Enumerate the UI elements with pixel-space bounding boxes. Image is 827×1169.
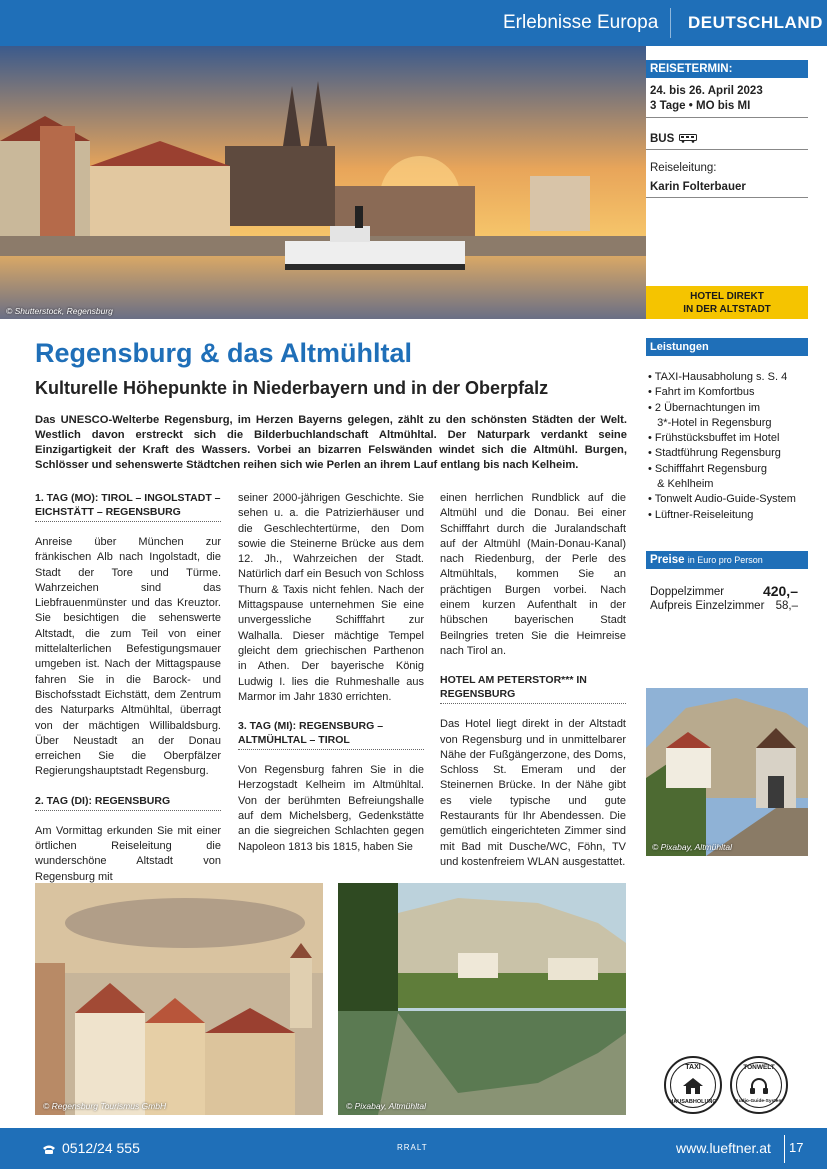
reisetermin-heading: REISETERMIN: [646,60,808,78]
day2-text: Am Vormittag erkunden Sie mit einer örtlichen Reiseleitung die wunderschöne Altstadt von Regensburg mit [35,824,221,883]
leistungen-heading: Leistungen [646,338,808,356]
headphones-icon [749,1077,769,1095]
hero-photo [0,46,646,319]
bus-icon [679,134,697,143]
page-number: 17 [784,1135,814,1163]
price-row-doppelzimmer [650,583,798,599]
column-3 [440,491,626,870]
list-item: • Lüftner-Reiseleitung [648,508,754,521]
transport-row [646,130,808,150]
leistungen-list [648,370,813,523]
list-item: • 2 Übernachtungen im [648,401,761,414]
hotel-badge-line2: IN DER ALTSTADT [683,304,771,315]
top-bar [0,0,827,46]
tonwelt-badge [730,1056,788,1114]
day3-text: Von Regensburg fahren Sie in die Herzogstadt Kelheim im Altmühltal. Von der berühmten Befreiungshalle auf dem Michelsberg, Gedenkstätte an die siegreichen Schlachten gegen Napoleon 1813 bis 1815, haben Sie [238,764,424,853]
day3-heading: 3. TAG (MI): REGENSBURG – ALTMÜHLTAL – TIROL [238,719,424,750]
altmuehltal-river-photo [338,883,626,1115]
footer-bar [0,1128,827,1169]
photo-credit: © Shutterstock, Regensburg [6,306,113,316]
footer-phone [42,1140,140,1156]
list-item: • Tonwelt Audio-Guide-System [648,493,796,506]
list-item: • Frühstücksbuffet im Hotel [648,432,780,445]
photo-credit: © Regensburg Tourismus GmbH [43,1101,167,1111]
list-item: • Stadtführung Regensburg [648,447,781,460]
day2-heading: 2. TAG (DI): REGENSBURG [35,794,221,811]
tonwelt-badge-bottom: Audio-Guide-System [735,1099,783,1104]
section-title: Erlebnisse Europa [503,12,659,33]
taxi-badge [664,1056,722,1114]
photo-credit: © Pixabay, Altmühltal [652,842,732,852]
list-item: • TAXI-Hausabholung s. S. 4 [648,371,788,383]
column-1 [35,491,221,885]
hotel-location-badge [646,286,808,319]
taxi-badge-bottom: HAUSABHOLUNG [669,1099,717,1105]
altmuehltal-side-photo [646,688,808,856]
hotel-text: Das Hotel liegt direkt in der Altstadt von Regensburg und in unmittelbarer Nähe der Fußgängerzone, des Doms, Schloss St. Emeram und der Steinernen Brücke. In der Nähe gibt es viele typische und gute Restaurants für Ihr Abendessen. Die gemütlich eingerichteten Zimmer sind mit Bad mit Dusche/WC, Föhn, TV und kostenfreiem WLAN ausgestattet. [440,718,626,868]
list-item: 3*-Hotel in Regensburg [648,416,772,429]
day3-text-continued: einen herrlichen Rundblick auf die Altmühl und die Donau. Bei einer Schifffahrt durch die Juralandschaft auf der Altmühl (Main-Donau-Kanal) nach Riedenburg, der Perle des Altmühltals, kommen Sie an prächtigen Burgen vorbei. Nach einem kurzen Aufenthalt in der hübschen bayerischen Stadt Beilngries treten Sie die Heimreise nach Tirol an. [440,492,626,657]
footer-code: RRALT [397,1143,428,1152]
price-label: Doppelzimmer [650,586,725,598]
intro-text: Das UNESCO-Welterbe Regensburg, im Herzen Bayerns gelegen, zählt zu den schönsten Städten der Welt. Westlich davon erstreckt sich die Bilderbuchlandschaft Altmühltal. Der Naturpark verdankt seine Einzigartigkeit der Kraft des Wassers. Vorbei an bizarren Felswänden windet sich die Altmühl. Burgen, Schlösser und sehenswerte Städtchen reihen sich wie Perlen an ihrem Lauf entlang bis nach Kelheim. [35,414,627,471]
preise-label: Preise [650,554,685,566]
price-value: 420,– [762,583,798,599]
reisetermin-box [646,60,808,198]
country-title: DEUTSCHLAND [688,13,823,32]
page-title: Regensburg & das Altmühltal [35,338,413,368]
date-block [646,78,808,118]
date-range: 24. bis 26. April 2023 [650,85,763,97]
column-2 [238,491,424,855]
price-row-einzelzimmer [650,600,798,612]
list-item: • Fahrt im Komfortbus [648,386,755,399]
duration: 3 Tage • MO bis MI [650,100,751,112]
day1-heading: 1. TAG (MO): TIROL – INGOLSTADT – EICHSTÄTT – REGENSBURG [35,491,221,522]
list-item: & Kehlheim [648,478,714,491]
regensburg-rooftops-photo [35,883,323,1115]
taxi-badge-top: TAXI [685,1064,701,1071]
price-label: Aufpreis Einzelzimmer [650,600,765,612]
day2-text-continued: seiner 2000-jährigen Geschichte. Sie sehen u. a. die Patrizierhäuser und die Geschlechtertürme, den Dom sowie die Steinerne Brücke aus dem 12. Jh., Wahrzeichen der Stadt. Natürlich darf ein Besuch von Schloss Thurn & Taxis nicht fehlen. Nach der Mittagspause unternehmen Sie eine unvergessliche Schifffahrt zur Walhalla. Dieser mächtige Tempel gleicht dem griechischen Parthenon in Athen. Der bayerische König Ludwig I. lies die Ruhmeshalle aus Marmor im Jahr 1830 errichten. [238,492,424,703]
reiseleitung-name: Karin Folterbauer [646,178,808,198]
price-value: 58,– [775,600,798,612]
preise-heading [646,551,808,569]
hotel-heading: HOTEL AM PETERSTOR*** IN REGENSBURG [440,673,626,704]
transport-label: BUS [650,133,675,145]
reiseleitung-label: Reiseleitung: [650,162,717,174]
phone-number: 0512/24 555 [62,1140,140,1156]
hotel-badge-line1: HOTEL DIREKT [690,291,764,302]
phone-icon [42,1144,56,1155]
preise-unit: in Euro pro Person [687,555,763,565]
photo-credit: © Pixabay, Altmühltal [346,1101,426,1111]
header-divider [670,8,671,38]
tonwelt-badge-top: TONWELT [743,1064,775,1071]
house-icon [682,1077,704,1095]
page-subtitle: Kulturelle Höhepunkte in Niederbayern und in der Oberpfalz [35,378,549,398]
list-item: • Schifffahrt Regensburg [648,462,768,475]
day1-text: Anreise über München zur fränkischen Alb nach Ingolstadt, die Stadt der Tore und Türme. Wahrzeichen sind das Liebfrauenmünster und das Kreuztor. Sie besichtigen die sehenswerte Altstadt, die zum Teil von einer mittelalterlichen Befestigungsmauer umgeben ist. Nach der Mittagspause fahren Sie in die Barock- und Bischofsstadt Eichstätt, dem Zentrum des Naturparks Altmühltal, überragt von der mächtigen Willibaldsburg. Über Neustadt an der Donau erreichen Sie die Oberpfälzer Regierungshauptstadt Regensburg. [35,536,221,778]
footer-website[interactable]: www.lueftner.at [676,1140,771,1156]
